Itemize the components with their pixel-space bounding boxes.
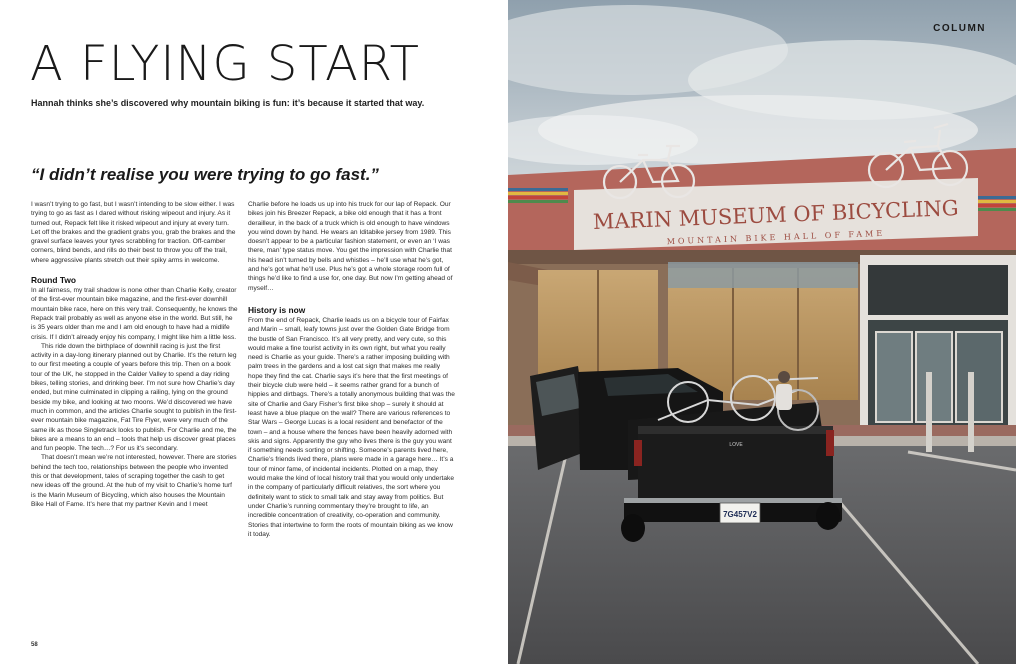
person-figure — [776, 371, 792, 410]
sign-sub-text: MOUNTAIN BIKE HALL OF FAME — [666, 228, 886, 247]
paragraph: In all fairness, my trail shadow is none other than Charlie Kelly, creator of the first-ever mountain bike magazine, and the first-ever downhill mountain bike race, here on this very trail. Consequently, he knows the Repack trail probably as well as anyone else in the world. But still, he is 35 years older than me and I am old enough to have had a midlife crisis. If I didn’t already enjoy his company, I might like him a little less. — [31, 287, 238, 341]
headline: A FLYING START — [30, 36, 420, 92]
museum-photo — [508, 0, 1016, 664]
section-label: COLUMN — [933, 23, 986, 34]
paragraph: I wasn’t trying to go fast, but I wasn’t intending to be slow either. I was trying to go as fast as I dared without risking wipeout and injury. As it turned out, Repack felt like it risked wipeout and injury at every turn. Let off the brakes and the gradient grabs you, grab the brakes and the gravel surface leaves your tyres scrabbling for traction. Off-camber corners, blind bends, and rills do their best to throw you off the trail, where aggressive plants stretch out their spiky arms in welcome. — [31, 201, 236, 264]
glass-door — [876, 332, 912, 422]
sign-main-text: MARIN MUSEUM OF BICYCLING — [592, 195, 959, 235]
paragraph: From the end of Repack, Charlie leads us on a bicycle tour of Fairfax and Marin – small, leafy towns just over the Golden Gate Bridge from the bustle of San Francisco. It’s all very pretty, and very cute, so this would make a fine tourist activity in its own right, but what you really need is Charlie as your guide. There’s a rather imposing building with palm trees in the gardens and a lost cat sign that makes me really hope they find the cat. Charlie says it’s here that the first meetings of their bicycle club were held – it seems rather grand for a bunch of hippies and dirtbags. There’s a totally anonymous building that was the site of Charlie and Gary Fisher’s first bike shop – surely it should at least have a blue plaque on the wall? There are various references to Star Wars – George Lucas is a local resident and benefactor of the town – and a house where the fences have been heavily adorned with skis and signs. Apparently the guy who lives there is the guy you want if something needs sorting or shifting. Someone’s parents lived here, Charlie’s friends lived there, plans were made in a garage here… It’s a tour of minor fame, of incidental incidents. Plotted on a map, they would make the kind of local history trail that you would only undertake in the company of particularly difficult relatives, the sort where you definitely want to stick to small talk and stay away from politics. But under Charlie’s running commentary they’re brought to life, an incredible concentration of creativity, co-operation and community. Stories that intertwine to form the roots of mountain biking as we know it today. — [248, 316, 455, 538]
text-column-1 — [31, 200, 238, 509]
text-column-2 — [248, 200, 455, 539]
subheading: History is now — [248, 304, 306, 315]
glass-door — [916, 332, 952, 422]
subheading: Round Two — [31, 275, 76, 286]
paragraph: That doesn’t mean we’re not interested, however. There are stories behind the tech too, relationships between the people who invented this or that development, tales of scraping together the cash to get new ideas off the ground. At the hub of my visit to Charlie’s home turf is the Marin Museum of Bicycling, which also houses the Mountain Bike Hall of Fame. It’s here that my partner Kevin and I meet — [31, 454, 237, 508]
photo-illustration — [508, 0, 1016, 664]
paragraph: Charlie before he loads us up into his truck for our lap of Repack. Our bikes join his Breezer Repack, a bike old enough that it has a front derailleur, in the back of a truck which is old enough to have windows you wind down by hand. He wears an Iditabike jersey from 1989. This doesn’t appear to be a particular fashion statement, or even an ‘I was there, man’ type status move. You get the impression with Charlie that his head isn’t turned by bells and whistles – he’ll use what he’s got, and he’s got what he’ll use. Plus he’s got a whole storage room full of things he’d like to find a use for, one day. But now I’m getting ahead of myself… — [248, 201, 453, 292]
truck-badge: LOVE — [729, 442, 743, 448]
page-number: 58 — [31, 642, 38, 648]
paragraph: This ride down the birthplace of downhill racing is just the first activity in a day-long itinerary planned out by Charlie. It’s the return leg to our first meeting a couple of years before this trip. Then on a book tour of the UK, he stopped in the Calder Valley to spend a day riding bikes, telling stories, and drinking beer. I’m not sure how Charlie’s day ended, but mine culminated in clipping a railing, lying on the ground beside my bike, and looking at two moons. We’d discovered we have much in common, and the articles Charlie sought to publish in the first-ever mountain bike magazine, Fat Tire Flyer, were very much of the same ilk as those Singletrack looks to publish. For Charlie and me, the bikes are a means to an end – tools that help us discover great places and fun people. The tech…? For us it’s secondary. — [31, 342, 237, 453]
license-plate-text: 7G457V2 — [723, 510, 757, 519]
standfirst: Hannah thinks she’s discovered why mountain biking is fun: it’s because it started that way. — [31, 98, 425, 108]
pull-quote: “I didn’t realise you were trying to go fast.” — [31, 165, 379, 184]
